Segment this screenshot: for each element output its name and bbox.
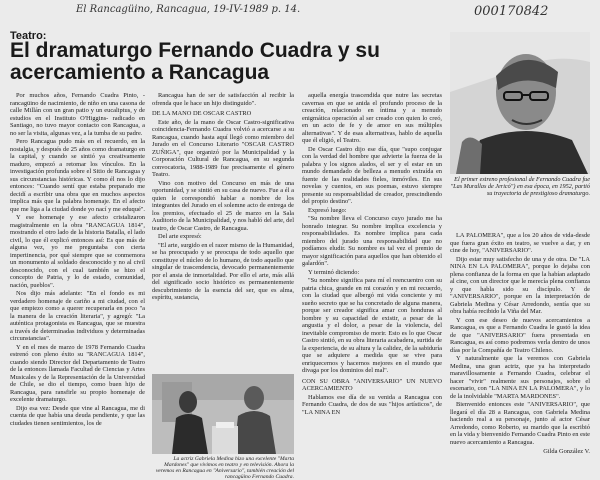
- paragraph: "Su nombre lleva el Concurso cuyo jurado me ha honrado integrar. Su nombre implica excelencia y responsabilidades. Es nombre implica para cada miembro del jurado una responsabilidad que no podíamos eludir. Su nombre es tal vez el premio de mayor significación para aquellos que han obtenido el galardón".: [302, 215, 442, 267]
- paragraph: Y ese homenaje y ese afecto cristalizaron magistralmente en la obra "RANCAGUA 1814", mostrando el otro lado de la historia Batalla, el lado civil, lo que él explicó entonces así: Es que más de alguna vez, yo me preguntaba con cierta impertinencia, por qué siempre que se conmemora un monumento al soldado desconocido y no al civil desconocido, con el cual también se hizo el concepto de Patria, y lo de estado, comunidad, nación, pueblos".: [10, 214, 145, 289]
- stage-scene-image: [152, 374, 294, 454]
- subheading: CON SU OBRA "ANIVERSARIO" UN NUEVO ACERCAMIENTO: [302, 377, 442, 392]
- paragraph: LA PALOMERA", que a los 20 años de vida-desde que fuera gran éxito en teatro, se vuelve a dar, y en cine de hoy, "ANIVERSARIO".: [450, 232, 590, 254]
- paragraph: Y en el mes de marzo de 1978 Fernando Cuadra estrenó con pleno éxito su "RANCAGUA 1814", cuando siendo Director del Departamento de Teatro de la entonces llamada Facultad de Ciencias y Artes Musicales y de la Representación de la Universidad de Chile, se dio el tiempo, como buen hijo de Rancagua, para ransfirle su propio homenaje de excelente dramaturgo.: [10, 343, 145, 403]
- paragraph: "El arte, surgido en el razer mismo de la Humanidad, se ha preocupado y se preocupa de todo aquello que constituye el núcleo de lo humano, de todo aquello que singular de trascendencia, devocado permanentemente por el ansia de inmortalidad. Por ello el arte, más allá del significado socio histórico es permanentemente descubrimiento de la esencia del ser, que es alma, espíritu, sustancia,: [152, 241, 294, 301]
- handwritten-catalog-number: 000170842: [474, 4, 549, 19]
- paragraph: Este año, de la mano de Oscar Castro-significativa coincidencia-Fernando Cuadra volvió a acercarse a su Rancagua, cuando hasta aquí llegó como miembro del Jurado en el Concurso Literario "OSCAR CASTRO ZUÑIGA", que organizó por la Municipalidad y la Corporación Cultural de Rancagua, en su segunda convocatoria, 1988-1989 fue precisamente el género Teatro.: [152, 118, 294, 178]
- paragraph: Por muchos años, Fernando Cuadra Pinto, -rancagüino de nacimiento, de niño en una casona de calle Millán con un gran patio y un eucaliptus, y de estudios en el Instituto O'Higgins- radicado en Santiago, no tuvo mayor contacto con Rancagua, a no ser la visita, algunas vez, a la tumba de su padre.: [10, 92, 145, 137]
- paragraph: aquella energía trascendida que nutre las secretas cavernas en que se anida el profundo proceso de la creación, relacionado en íntima y a menudo enigmática operación al ser creado con quien lo creó, en un acto de fe y de amor en sus múltiples alternativas". Y de esas alternativas, hablo de aquella que él eligió, el Teatro.: [302, 92, 442, 144]
- portrait-photo: [450, 32, 590, 174]
- paragraph: Hablamos ese día de su venida a Rancagua con Fernando Cuadra, de dos de sus "hijos artísticos", de "LA NINA EN: [302, 393, 442, 416]
- paragraph: Bienvenido entonces este "ANIVERSARIO", que llegará el día 28 a Rancagua, con Gabriela Medina haciendo real a su personaje, junto al actor César Arredondo, como Roberto, su marido que la escribió en la vida y bienvenido Fernando Cuadra Pinto en este nuevo acercamiento a Rancagua.: [450, 401, 590, 446]
- article-column-3: [302, 92, 442, 468]
- paragraph: Vino con motivo del Concurso en más de una oportunidad, y se sintió en su casa de nuevo. Fue a él a quien le correspondió hablar a nombre de los integrantes del Jurado en el solemne acto de entrega de los premios, efectuado el 25 de marzo en la Sala Auditorio de la Municipalidad, y nos habló del arte, del teatro, de Oscar Castro, de Rancagua.: [152, 179, 294, 232]
- stage-scene-photo: [152, 374, 294, 454]
- paragraph: Del arte expresó:: [158, 233, 202, 240]
- paragraph: De Oscar Castro dijo ese día, que "supo conjugar con la verdad del hombre que advierte la fuerza de la palabra y los signos alados, el ser y el estar en un mundo demandado de belleza a menudo extraída en fuente de las realidades fieles, inmóviles. En sus novelas y cuentos, en sus poemas, estuvo siempre presente su responsabilidad de creador, prescindiendo del propio destino".: [302, 145, 442, 205]
- article-column-1: [10, 92, 145, 468]
- scene-photo-caption: La actriz Gabriela Medina hizo una excelente "Marta Mardones" que vivimos en teatro y en televisión. Ahora la veremos en Rancagua en "Aniversario", también creación del rancagüino Fernando Cuadra.: [155, 456, 294, 480]
- paragraph: Y naturalmente que la veremos con Gabriela Medina, una gran actriz, que ya ha interpretado maravillosamente a Fernando Cuadra, celebrar el hacer "vivir" realmente sus personajes, sobre el escenario, con "LA NINA EN LA PALOMERA", y lo de la inolvidable "MARTA MARDONES".: [450, 355, 590, 400]
- paragraph: Pero Rancagua pudo más en el recuerdo, en la nostalgia, y después de 25 años como dramaturgo en la capital, y cuando se sintió ya creativamente maduro, empezó a retomar los vínculos. En la investigación profunda sobre el Sitio de Rancagua y sus circunstancias históricas. Y como él nos lo dijo entonces: "Cuando sentí que estaba preparado me decidí a escribir una obra que en muchos aspectos implica más que la palabra homenaje. En el afecto que me liga a la ciudad donde yo nací y me eduqué".: [10, 138, 145, 213]
- handwritten-source-note: El Rancagüino, Rancagua, 19-IV-1989 p. 14.: [76, 4, 301, 15]
- portrait-image: [450, 32, 590, 174]
- paragraph: Rancagua han de ser de satisfacción al recibir la ofrenda que le hace un hijo distinguido".: [152, 92, 294, 107]
- portrait-photo-caption: El primer estreno profesional de Fernando Cuadra fue "Las Murallas de Jericó") en esa época, en 1952, partió su trayectoria de prestigioso dramaturgo.: [450, 176, 590, 197]
- section-kicker: Teatro:: [10, 30, 47, 42]
- author-signature: Gilda González V.: [543, 448, 590, 455]
- paragraph: Expresó luego:: [308, 206, 347, 214]
- paragraph: Dijo esa vez: Desde que vine al Rancagua, me di cuenta de que había una deuda pendiente, y que las ciudades tienen sentimientos, los de: [10, 404, 145, 427]
- article-headline: El dramaturgo Fernando Cuadra y su acercamiento a Rancagua: [10, 39, 380, 84]
- paragraph: Dijo estar muy satisfecho de una y de otra. De "LA NINA EN LA PALOMERA", porque lo dejaba con plena confianza de la forma en que la habían adaptado al cine, con un director que le merecía plena confianza y que habla sido su discípulo. Y de "ANIVERSARIO", porque en la interpretación de Gabriela Medina y César Arredondo, sentía que su obra había recibido la Viña del Mar.: [450, 255, 590, 315]
- paragraph: Y con ese deseo de nuevos acercamientos a Rancagua, es que a Fernando Cuadra le gustó la idea de que "ANIVERSARIO" fuera presentada en Rancagua, es así como podremos verla dentro de unos días por la Compañía de Teatro Chileno.: [450, 316, 590, 354]
- subheading: DE LA MANO DE OSCAR CASTRO: [152, 110, 252, 117]
- article-column-2: [152, 92, 294, 372]
- article-column-4: [450, 232, 590, 468]
- paragraph: Nos dijo más adelante: "En el fondo es mi verdadero homenaje de cariño a mi ciudad, con el que empiezo como a querer recuperarla en poco "a la manera de la creación literaria", y agregó: "La auténtica protagonista es Rancagua, que se muestra a través de determinadas individuos y determinadas circunstancias".: [10, 290, 145, 342]
- paragraph: Y terminó diciendo:: [308, 268, 360, 276]
- paragraph: "Su nombre significa para mí el reencuentro con su patria chica, grande en mi corazón y en mi recuerdo, con la ciudad que albergó mi vida conciente y mi sueño secreto que se ha concretado de alguna manera, porque ser creador significa amar con honduras al hombre y su capacidad de existir, a pesar de la angustia y el dolor, a pesar de la violencia, del inevitable compromiso de morir. Esto es lo que Oscar Castro sintió, en su obra literaria acabadera, surtida de la experiencia, de su altura y la calidez, de la sabiduría que se adquiere a medida que se vive para enriquecernos y hacernos mejores en el mundo que divaga por los dominios del mal".: [302, 277, 442, 374]
